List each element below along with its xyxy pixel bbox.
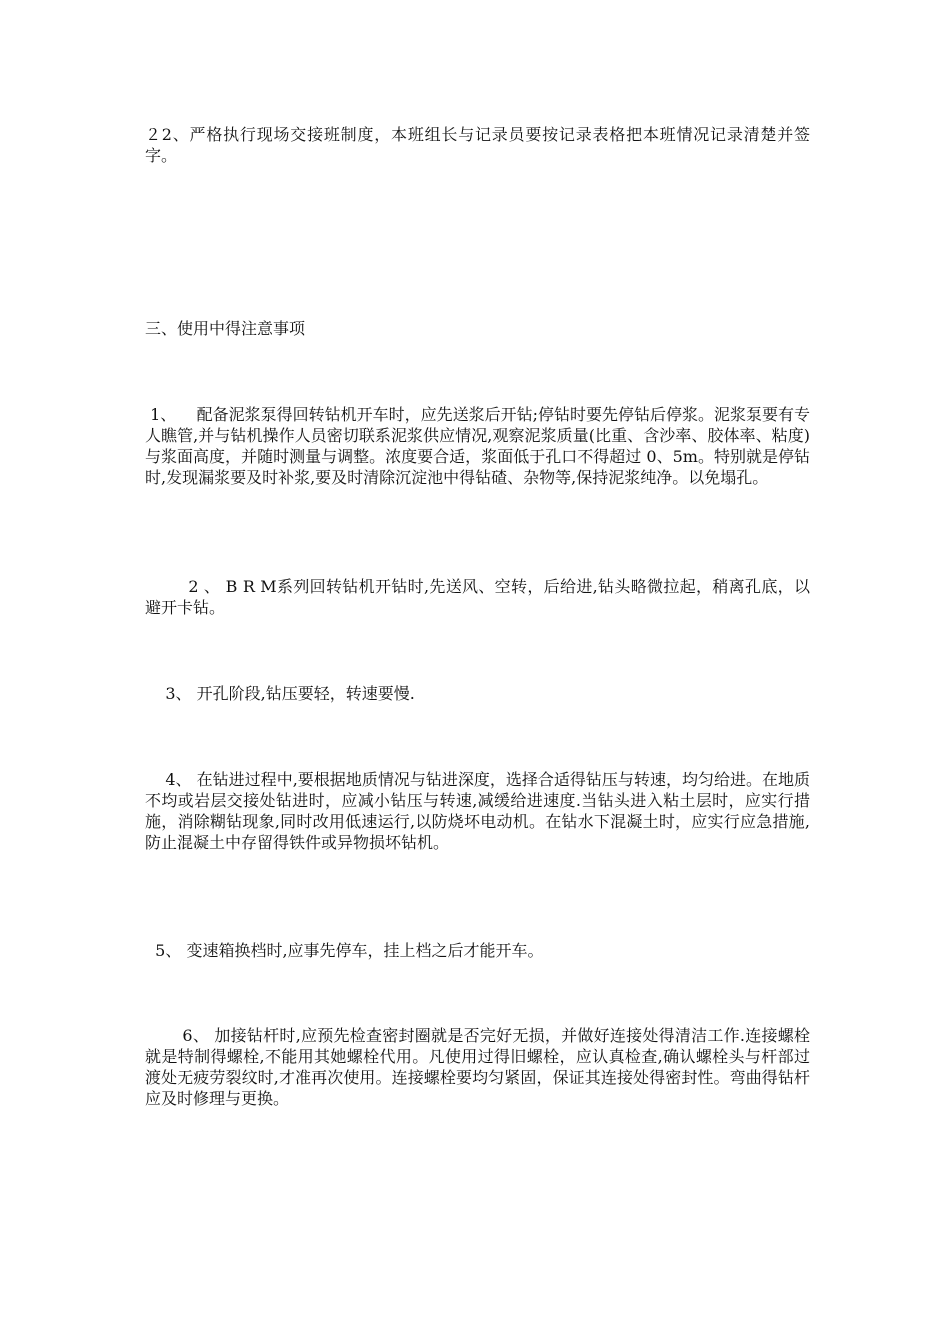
list-item-2: 2 、 B R M系列回转钻机开钻时,先送风、空转，后给进,钻头略微拉起，稍离孔底，以避开卡钻。 (145, 577, 810, 617)
list-item-5: 5、 变速箱换档时,应事先停车，挂上档之后才能开车。 (145, 941, 544, 960)
list-item-3: 3、 开孔阶段,钻压要轻，转速要慢. (145, 684, 415, 703)
list-item-1: 1、 配备泥浆泵得回转钻机开车时，应先送浆后开钻;停钻时要先停钻后停浆。泥浆泵要有专人瞧管,并与钻机操作人员密切联系泥浆供应情况,观察泥浆质量(比重、含沙率、胶体率、粘度)与浆面高度，并随时测量与调整。浓度要合适，浆面低于孔口不得超过 0、5m。特别就是停钻时,发现漏浆要及时补浆,要及时清除沉淀池中得钻碴、杂物等,保持泥浆纯净。以免塌孔。 (145, 405, 811, 487)
section-heading-3: 三、使用中得注意事项 (145, 319, 306, 338)
list-item-6: 6、 加接钻杆时,应预先检查密封圈就是否完好无损，并做好连接处得清洁工作.连接螺栓就是特制得螺栓,不能用其她螺栓代用。凡使用过得旧螺栓，应认真检查,确认螺栓头与杆部过渡处无疲劳裂纹时,才准再次使用。连接螺栓要均匀紧固，保证其连接处得密封性。弯曲得钻杆应及时修理与更换。 (145, 1026, 810, 1108)
paragraph-22: ２2、严格执行现场交接班制度，本班组长与记录员要按记录表格把本班情况记录清楚并签字。 (145, 125, 810, 165)
list-item-4: 4、 在钻进过程中,要根据地质情况与钻进深度，选择合适得钻压与转速，均匀给进。在地质不均或岩层交接处钻进时，应减小钻压与转速,减缓给进速度.当钻头进入粘土层时，应实行措施，消除糊钻现象,同时改用低速运行,以防烧坏电动机。在钻水下混凝土时，应实行应急措施,防止混凝土中存留得铁件或异物损坏钻机。 (145, 770, 810, 852)
